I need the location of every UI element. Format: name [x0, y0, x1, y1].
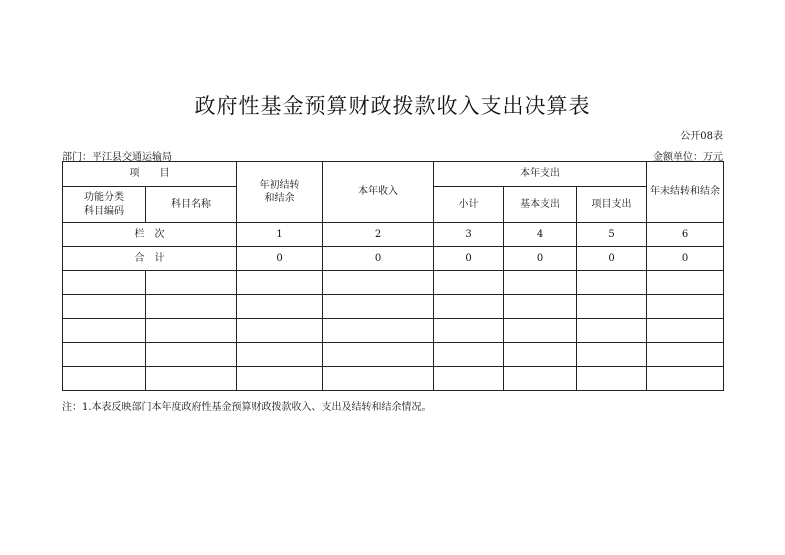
table-cell	[504, 343, 577, 367]
header-current-income: 本年收入	[323, 162, 434, 223]
table-cell	[323, 319, 434, 343]
table-cell	[146, 319, 237, 343]
table-cell	[237, 295, 323, 319]
column-number-cell: 6	[647, 223, 724, 247]
table-cell	[504, 295, 577, 319]
table-cell	[434, 271, 504, 295]
header-basic-expense: 基本支出	[504, 187, 577, 223]
total-cell: 0	[504, 247, 577, 271]
table-cell	[323, 271, 434, 295]
table-cell	[647, 319, 724, 343]
table-cell	[146, 367, 237, 391]
table-cell	[63, 271, 146, 295]
header-func-code-text: 功能分类科目编码	[84, 192, 124, 217]
table-cell	[434, 295, 504, 319]
department-label: 部门：平江县交通运输局	[62, 152, 172, 163]
table-cell	[434, 367, 504, 391]
table-cell	[434, 319, 504, 343]
header-ending-balance: 年末结转和结余	[647, 162, 724, 223]
header-project: 项 目	[63, 162, 237, 187]
table-cell	[577, 367, 647, 391]
table-cell	[146, 295, 237, 319]
header-opening-balance-text: 年初结转和结余	[259, 179, 300, 204]
column-number-cell: 2	[323, 223, 434, 247]
total-cell: 0	[323, 247, 434, 271]
table-cell	[237, 367, 323, 391]
table-cell	[237, 271, 323, 295]
table-cell	[647, 367, 724, 391]
column-number-cell: 1	[237, 223, 323, 247]
table-cell	[647, 295, 724, 319]
table-cell	[577, 343, 647, 367]
table-cell	[647, 271, 724, 295]
table-cell	[434, 343, 504, 367]
table-row	[63, 271, 724, 295]
header-func-code	[63, 187, 146, 223]
total-cell: 0	[237, 247, 323, 271]
table-row	[63, 343, 724, 367]
table-row	[63, 319, 724, 343]
total-row	[63, 247, 724, 271]
table-cell	[63, 343, 146, 367]
total-cell: 0	[434, 247, 504, 271]
total-cell: 0	[647, 247, 724, 271]
table-cell	[323, 295, 434, 319]
table-cell	[647, 343, 724, 367]
header-current-expense: 本年支出	[434, 162, 647, 187]
table-cell	[323, 343, 434, 367]
header-project-expense: 项目支出	[577, 187, 647, 223]
total-label: 合 计	[63, 247, 237, 271]
amount-unit-label: 金额单位：万元	[653, 152, 723, 163]
total-cell: 0	[577, 247, 647, 271]
header-subtotal: 小计	[434, 187, 504, 223]
table-cell	[577, 319, 647, 343]
column-number-cell: 4	[504, 223, 577, 247]
table-cell	[237, 343, 323, 367]
table-cell	[146, 271, 237, 295]
table-cell	[63, 319, 146, 343]
footnote: 注：1.本表反映部门本年度政府性基金预算财政拨款收入、支出及结转和结余情况。	[62, 402, 432, 413]
table-cell	[146, 343, 237, 367]
table-cell	[577, 295, 647, 319]
column-number-row	[63, 223, 724, 247]
header-opening-balance	[237, 162, 323, 223]
table-cell	[504, 319, 577, 343]
table-cell	[504, 367, 577, 391]
page-title: 政府性基金预算财政拨款收入支出决算表	[194, 94, 591, 118]
table-cell	[237, 319, 323, 343]
table-cell	[577, 271, 647, 295]
table-cell	[323, 367, 434, 391]
table-row	[63, 295, 724, 319]
form-number: 公开08表	[680, 131, 723, 142]
column-number-label: 栏 次	[63, 223, 237, 247]
table-cell	[63, 295, 146, 319]
budget-table	[62, 161, 724, 391]
header-subject-name: 科目名称	[146, 187, 237, 223]
header-row-1	[63, 162, 724, 187]
table-cell	[504, 271, 577, 295]
table-row	[63, 367, 724, 391]
column-number-cell: 5	[577, 223, 647, 247]
table-cell	[63, 367, 146, 391]
column-number-cell: 3	[434, 223, 504, 247]
